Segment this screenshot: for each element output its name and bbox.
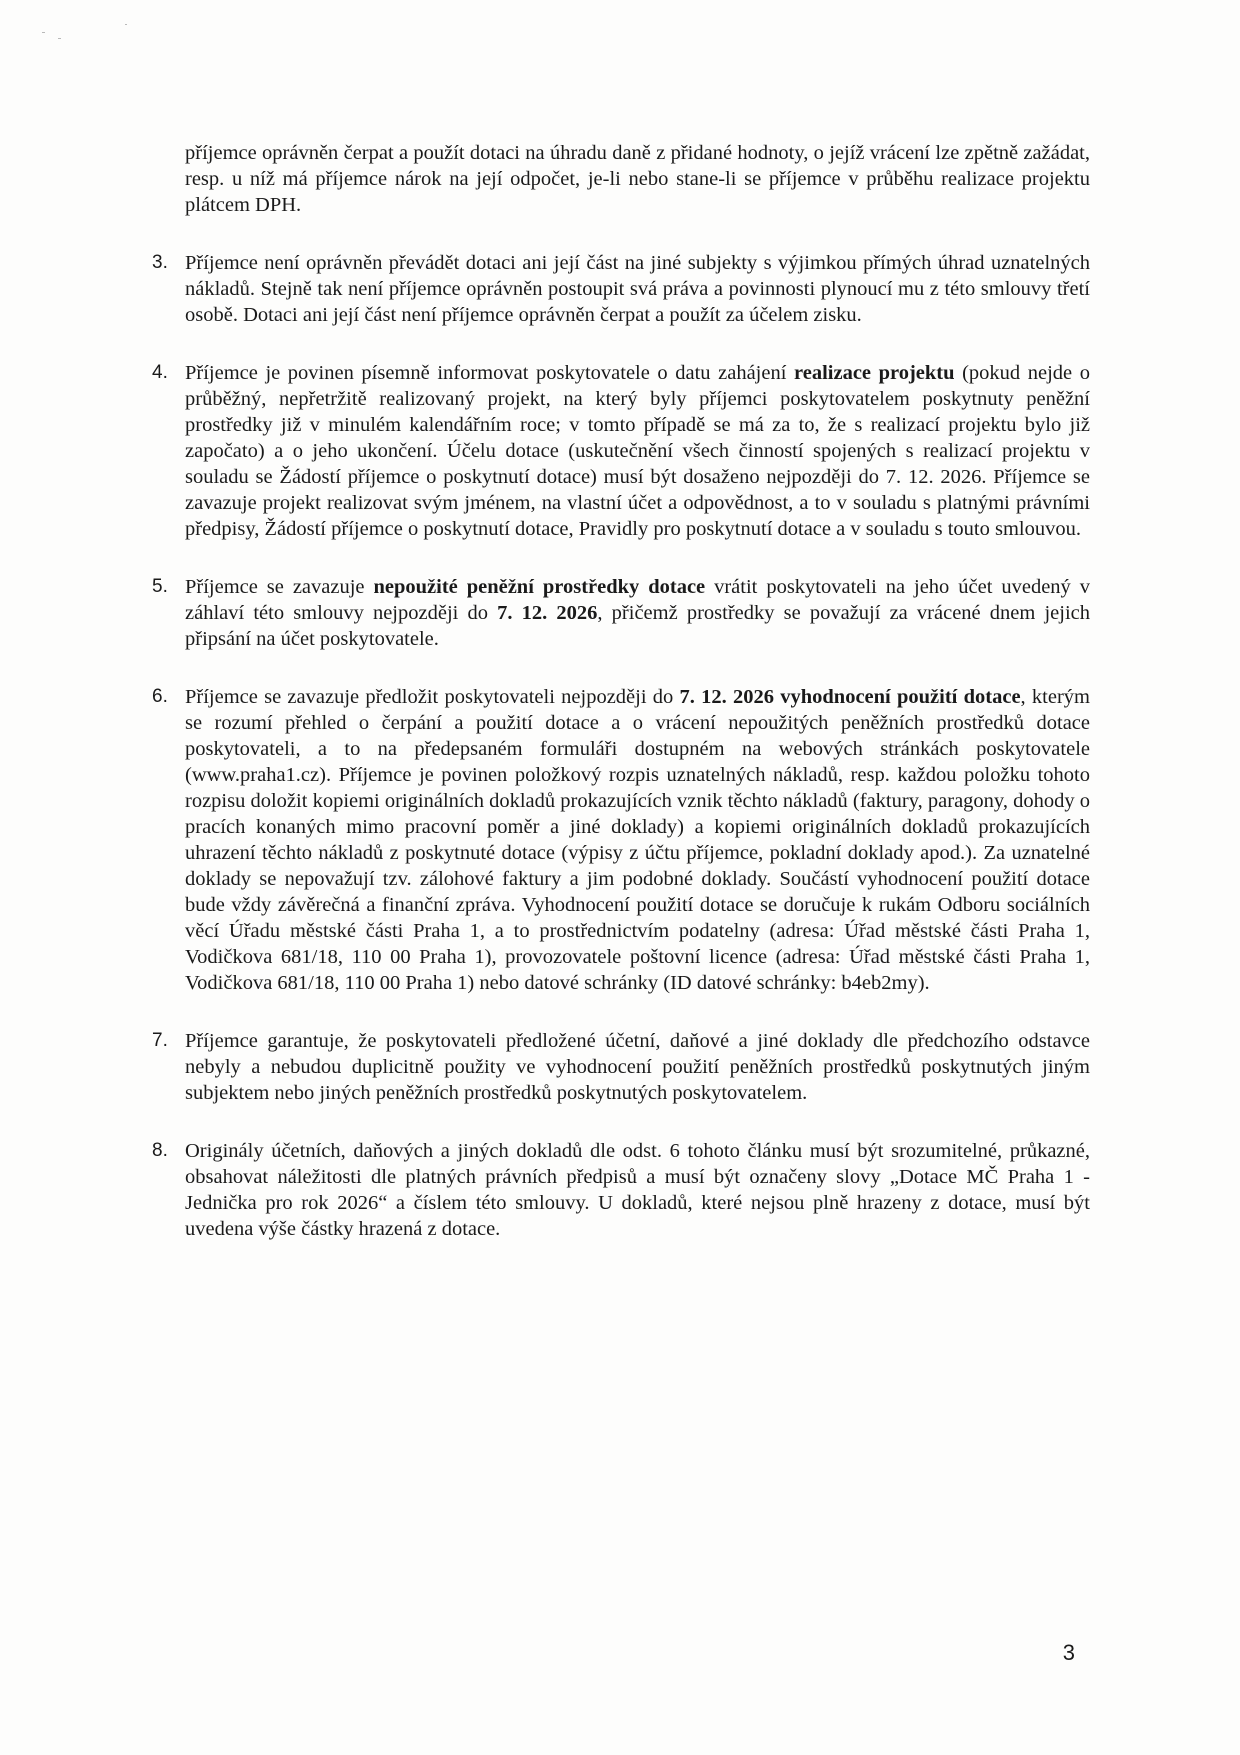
- clause-text-run: vrátit poskytovateli na jeho účet uvedený v záhlaví této smlouvy nejpozději do: [185, 576, 1090, 624]
- clause-text: [185, 1028, 1090, 1106]
- clause-bold-run: nepoužité peněžní prostředky dotace: [373, 576, 706, 598]
- clause-text-run: (pokud nejde o průběžný, nepřetržitě realizovaný projekt, na který byly příjemci poskytovatelem poskytnuty peněžní prostředky již v minulém kalendářním roce; v tomto případě se má za to, že s realizací projektu bylo již započato) a o jeho ukončení. Účelu dotace (uskutečnění všech činností spojených s realizací projektu v souladu se Žádostí příjemce o poskytnutí dotace) musí být dosaženo nejpozději do 7. 12. 2026. Příjemce se zavazuje projekt realizovat svým jménem, na vlastní účet a odpovědnost, a to v souladu s platnými právními předpisy, Žádostí příjemce o poskytnutí dotace, Pravidly pro poskytnutí dotace a v souladu s touto smlouvou.: [185, 362, 1090, 540]
- clause-text-run: Příjemce garantuje, že poskytovateli předložené účetní, daňové a jiné doklady dle předchozího odstavce nebyly a nebudou duplicitně použity ve vyhodnocení použití peněžních prostředků poskytnutých jiným subjektem nebo jiných peněžních prostředků poskytnutých poskytovatelem.: [185, 1030, 1090, 1104]
- page-number: 3: [1062, 1640, 1075, 1665]
- clause-text: [185, 1138, 1090, 1242]
- clause-text: [185, 574, 1090, 652]
- clause-8: [152, 1138, 1090, 1242]
- clause-text-run: Originály účetních, daňových a jiných dokladů dle odst. 6 tohoto článku musí být srozumitelné, průkazné, obsahovat náležitosti dle platných právních předpisů a musí být označeny slovy „Dotace MČ Praha 1 - Jednička pro rok 2026“ a číslem této smlouvy. U dokladů, které nejsou plně hrazeny z dotace, musí být uvedena výše částky hrazená z dotace.: [185, 1140, 1090, 1240]
- document-body: [152, 140, 1090, 1274]
- clause-text-run: Příjemce je povinen písemně informovat poskytovatele o datu zahájení: [185, 362, 794, 384]
- clause-bold-run: 7. 12. 2026 vyhodnocení použití dotace: [679, 686, 1021, 708]
- clause-text-run: Příjemce není oprávněn převádět dotaci ani její část na jiné subjekty s výjimkou přímých úhrad uznatelných nákladů. Stejně tak není příjemce oprávněn postoupit svá práva a povinnosti plynoucí mu z této smlouvy třetí osobě. Dotaci ani její část není příjemce oprávněn čerpat a použít za účelem zisku.: [185, 252, 1090, 326]
- intro-paragraph: příjemce oprávněn čerpat a použít dotaci na úhradu daně z přidané hodnoty, o jejíž vrácení lze zpětně zažádat, resp. u níž má příjemce nárok na její odpočet, je-li nebo stane-li se příjemce v průběhu realizace projektu plátcem DPH.: [185, 142, 1090, 216]
- scan-artifact: [125, 24, 127, 25]
- clause-bold-run: 7. 12. 2026: [497, 602, 598, 624]
- scan-artifact: [58, 38, 61, 39]
- clause-number: 8.: [152, 1140, 168, 1161]
- clause-text-run: , kterým se rozumí přehled o čerpání a použití dotace a o vrácení nepoužitých peněžních prostředků dotace poskytovateli, a to na předepsaném formuláři dostupném na webových stránkách poskytovatele (www.praha1.cz). Příjemce je povinen položkový rozpis uznatelných nákladů, resp. každou položku tohoto rozpisu doložit kopiemi originálních dokladů prokazujících vznik těchto nákladů (faktury, paragony, dohody o pracích konaných mimo pracovní poměr a jiné doklady) a kopiemi originálních dokladů prokazujících uhrazení těchto nákladů z poskytnuté dotace (výpisy z účtu příjemce, pokladní doklady apod.). Za uznatelné doklady se nepovažují tzv. zálohové faktury a jim podobné doklady. Součástí vyhodnocení použití dotace bude vždy závěrečná a finanční zpráva. Vyhodnocení použití dotace se doručuje k rukám Odboru sociálních věcí Úřadu městské části Praha 1, a to prostřednictvím podatelny (adresa: Úřad městské části Praha 1, Vodičkova 681/18, 110 00 Praha 1), provozovatele poštovní licence (adresa: Úřad městské části Praha 1, Vodičkova 681/18, 110 00 Praha 1) nebo datové schránky (ID datové schránky: b4eb2my).: [185, 686, 1090, 994]
- clause-5: [152, 574, 1090, 652]
- clause-number: 3.: [152, 252, 168, 273]
- clause-text-run: Příjemce se zavazuje předložit poskytovateli nejpozději do: [185, 686, 680, 708]
- clause-number: 7.: [152, 1030, 168, 1051]
- clause-text-run: Příjemce se zavazuje: [185, 576, 374, 598]
- clause-number: 4.: [152, 362, 168, 383]
- clause-6: [152, 684, 1090, 996]
- clause-3: [152, 250, 1090, 328]
- clause-number: 6.: [152, 686, 168, 707]
- clause-text: [185, 360, 1090, 542]
- clause-bold-run: realizace projektu: [794, 362, 955, 384]
- scan-artifact: [42, 32, 45, 33]
- clause-number: 5.: [152, 576, 168, 597]
- clause-text: [185, 684, 1090, 996]
- clause-text-run: , přičemž prostředky se považují za vrácené dnem jejich připsání na účet poskytovatele.: [185, 602, 1090, 650]
- clause-7: [152, 1028, 1090, 1106]
- clause-text: [185, 250, 1090, 328]
- clause-4: [152, 360, 1090, 542]
